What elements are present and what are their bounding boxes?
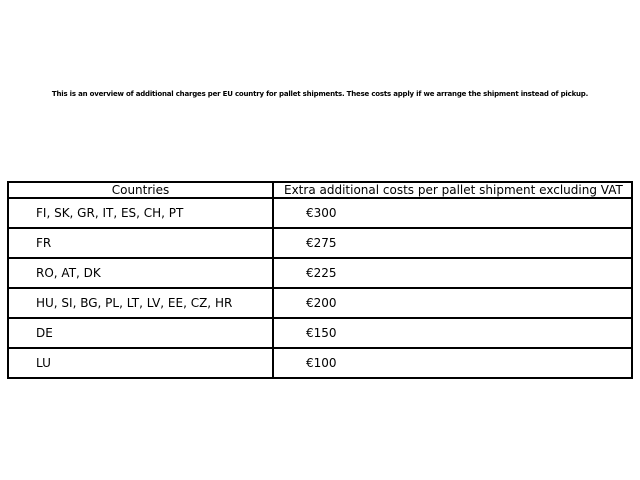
table-row <box>8 348 632 378</box>
cost-cell: €100 <box>273 348 632 378</box>
table-row <box>8 198 632 228</box>
cost-cell: €300 <box>273 198 632 228</box>
cost-cell: €275 <box>273 228 632 258</box>
intro-text: This is an overview of additional charges per EU country for pallet shipments. These costs apply if we arrange the shipment instead of pickup. <box>51 90 589 98</box>
cost-cell: €225 <box>273 258 632 288</box>
countries-cell: FI, SK, GR, IT, ES, CH, PT <box>8 198 273 228</box>
column-header-extra-costs: Extra additional costs per pallet shipment excluding VAT <box>273 182 632 198</box>
countries-cell: LU <box>8 348 273 378</box>
table-row <box>8 318 632 348</box>
table-body <box>8 198 632 378</box>
cost-cell: €200 <box>273 288 632 318</box>
costs-table <box>7 181 633 379</box>
table-row <box>8 258 632 288</box>
column-header-countries: Countries <box>8 182 273 198</box>
table-row <box>8 228 632 258</box>
countries-cell: FR <box>8 228 273 258</box>
table-row <box>8 288 632 318</box>
countries-cell: DE <box>8 318 273 348</box>
header-row <box>8 182 632 198</box>
cost-cell: €150 <box>273 318 632 348</box>
countries-cell: HU, SI, BG, PL, LT, LV, EE, CZ, HR <box>8 288 273 318</box>
countries-cell: RO, AT, DK <box>8 258 273 288</box>
